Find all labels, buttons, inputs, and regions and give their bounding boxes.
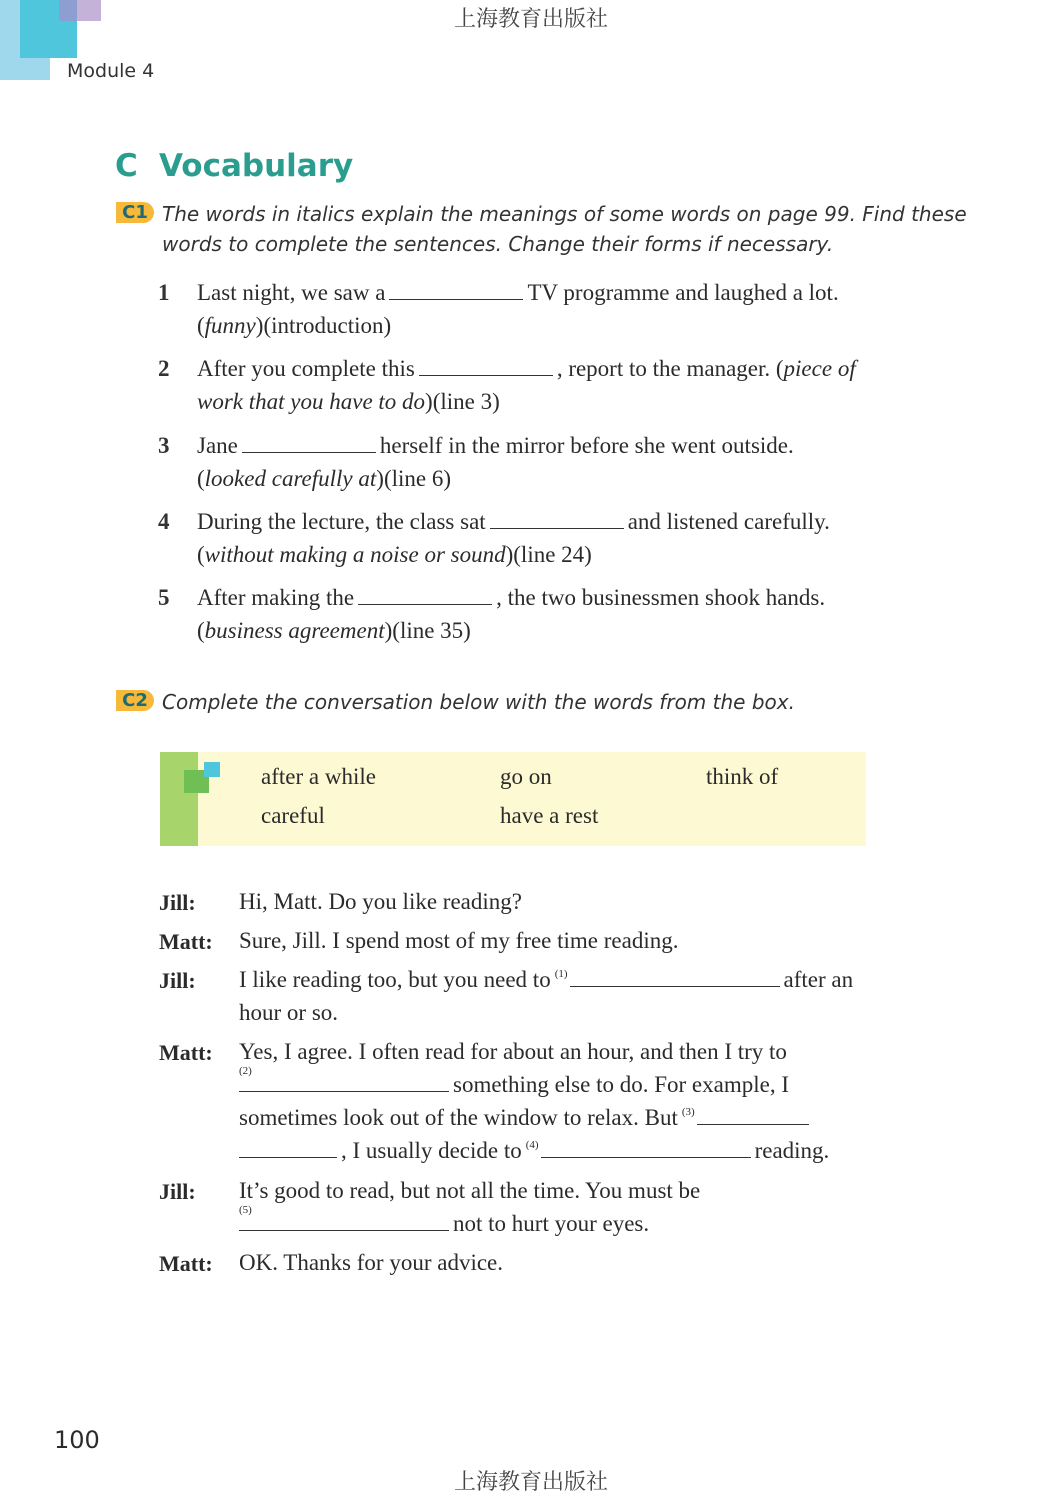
speech-line bbox=[239, 1105, 813, 1131]
question-1-hint-italic: funny bbox=[204, 313, 256, 338]
speaker-matt: Matt: bbox=[159, 1251, 213, 1276]
question-2-text-after: , report to the manager. ( bbox=[556, 356, 784, 381]
question-1-ref: (introduction) bbox=[263, 313, 392, 338]
word-box-strip bbox=[160, 752, 198, 846]
question-4-line bbox=[197, 509, 830, 535]
blank-number: (3) bbox=[681, 1106, 695, 1118]
question-3-ref: (line 6) bbox=[383, 466, 451, 491]
question-number: 5 bbox=[158, 585, 170, 610]
speech-line bbox=[239, 1065, 789, 1098]
speaker-matt: Matt: bbox=[159, 929, 213, 954]
speech-text: , I usually decide to bbox=[341, 1138, 522, 1163]
answer-blank[interactable] bbox=[242, 452, 376, 453]
speech-text: not to hurt your eyes. bbox=[453, 1211, 650, 1236]
question-1-text-before: Last night, we saw a bbox=[197, 280, 386, 305]
speaker-jill: Jill: bbox=[159, 1179, 196, 1204]
question-4-ref: (line 24) bbox=[513, 542, 592, 567]
question-2-hint-start: piece of bbox=[783, 356, 856, 381]
speech-text: sometimes look out of the window to relax. But bbox=[239, 1105, 678, 1130]
question-1-text-after: TV programme and laughed a lot. bbox=[527, 280, 839, 305]
speech-line: Hi, Matt. Do you like reading? bbox=[239, 889, 522, 914]
answer-blank[interactable] bbox=[490, 528, 624, 529]
question-2-line bbox=[197, 356, 856, 382]
speech-line: OK. Thanks for your advice. bbox=[239, 1250, 504, 1275]
speech-text: after an bbox=[783, 967, 854, 992]
word-box-item: after a while bbox=[261, 764, 376, 789]
footer-publisher: 上海教育出版社 bbox=[453, 1469, 608, 1494]
speaker-matt: Matt: bbox=[159, 1040, 213, 1065]
speaker-jill: Jill: bbox=[159, 968, 196, 993]
page-number: 100 bbox=[54, 1426, 100, 1454]
question-3-text-before: Jane bbox=[197, 433, 238, 458]
question-5-text-after: , the two businessmen shook hands. bbox=[496, 585, 826, 610]
question-2-text-before: After you complete this bbox=[197, 356, 415, 381]
answer-blank-1[interactable] bbox=[570, 986, 780, 987]
answer-blank-5[interactable] bbox=[239, 1204, 449, 1231]
question-3-hint: (looked carefully at)(line 6) bbox=[197, 466, 451, 491]
c2-instruction: Complete the conversation below with the words from the box. bbox=[162, 690, 795, 714]
blank-number: (2) bbox=[239, 1065, 252, 1077]
word-box-item: have a rest bbox=[500, 803, 599, 828]
speaker-jill: Jill: bbox=[159, 890, 196, 915]
c1-instruction-line2: words to complete the sentences. Change their forms if necessary. bbox=[162, 232, 834, 256]
question-4-hint: (without making a noise or sound)(line 24) bbox=[197, 542, 592, 567]
section-letter: C bbox=[115, 148, 138, 184]
question-5-line bbox=[197, 585, 825, 611]
question-number: 3 bbox=[158, 433, 170, 458]
question-4-text-before: During the lecture, the class sat bbox=[197, 509, 486, 534]
speech-text: reading. bbox=[754, 1138, 830, 1163]
blank-number: (4) bbox=[525, 1139, 539, 1151]
question-number: 4 bbox=[158, 509, 170, 534]
question-5-text-before: After making the bbox=[197, 585, 355, 610]
speech-line: hour or so. bbox=[239, 1000, 339, 1025]
question-3-hint-italic: looked carefully at bbox=[204, 466, 377, 491]
question-2-hint: work that you have to do)(line 3) bbox=[197, 389, 500, 414]
question-5-ref: (line 35) bbox=[392, 618, 471, 643]
speech-line: Sure, Jill. I spend most of my free time reading. bbox=[239, 928, 679, 953]
question-number: 2 bbox=[158, 356, 170, 381]
speech-line bbox=[239, 1138, 829, 1164]
answer-blank-3-continued[interactable] bbox=[239, 1157, 337, 1158]
question-1-line bbox=[197, 280, 839, 306]
speech-line bbox=[239, 1204, 650, 1237]
word-box-item: go on bbox=[500, 764, 552, 789]
answer-blank[interactable] bbox=[419, 375, 553, 376]
speech-text: I like reading too, but you need to bbox=[239, 967, 551, 992]
question-3-line bbox=[197, 433, 794, 459]
section-title: Vocabulary bbox=[159, 148, 354, 184]
question-4-text-after: and listened carefully. bbox=[627, 509, 830, 534]
answer-blank-4[interactable] bbox=[541, 1157, 751, 1158]
module-label: Module 4 bbox=[67, 60, 155, 82]
speech-line: Yes, I agree. I often read for about an hour, and then I try to bbox=[239, 1039, 787, 1064]
header-publisher: 上海教育出版社 bbox=[453, 6, 608, 31]
question-2-hint-italic: work that you have to do bbox=[197, 389, 426, 414]
c1-badge: C1 bbox=[116, 202, 154, 223]
word-box-decoration bbox=[204, 762, 220, 777]
blank-number: (1) bbox=[554, 968, 568, 980]
speech-text: something else to do. For example, I bbox=[453, 1072, 789, 1097]
question-3-text-after: herself in the mirror before she went outside. bbox=[379, 433, 794, 458]
speech-line bbox=[239, 967, 853, 993]
question-2-ref: (line 3) bbox=[432, 389, 500, 414]
question-1-hint: (funny)(introduction) bbox=[197, 313, 392, 338]
speech-line: It’s good to read, but not all the time. You must be bbox=[239, 1178, 701, 1203]
word-box-item: think of bbox=[706, 764, 779, 789]
question-number: 1 bbox=[158, 280, 170, 305]
answer-blank[interactable] bbox=[358, 604, 492, 605]
question-5-hint: (business agreement)(line 35) bbox=[197, 618, 471, 643]
answer-blank[interactable] bbox=[389, 299, 523, 300]
question-5-hint-italic: business agreement bbox=[204, 618, 385, 643]
answer-blank-3[interactable] bbox=[697, 1124, 809, 1125]
question-4-hint-italic: without making a noise or sound bbox=[204, 542, 506, 567]
blank-number: (5) bbox=[239, 1204, 252, 1216]
answer-blank-2[interactable] bbox=[239, 1065, 449, 1092]
c2-badge: C2 bbox=[116, 690, 154, 711]
c1-instruction-line1: The words in italics explain the meanings of some words on page 99. Find these bbox=[162, 202, 967, 226]
word-box-item: careful bbox=[261, 803, 325, 828]
